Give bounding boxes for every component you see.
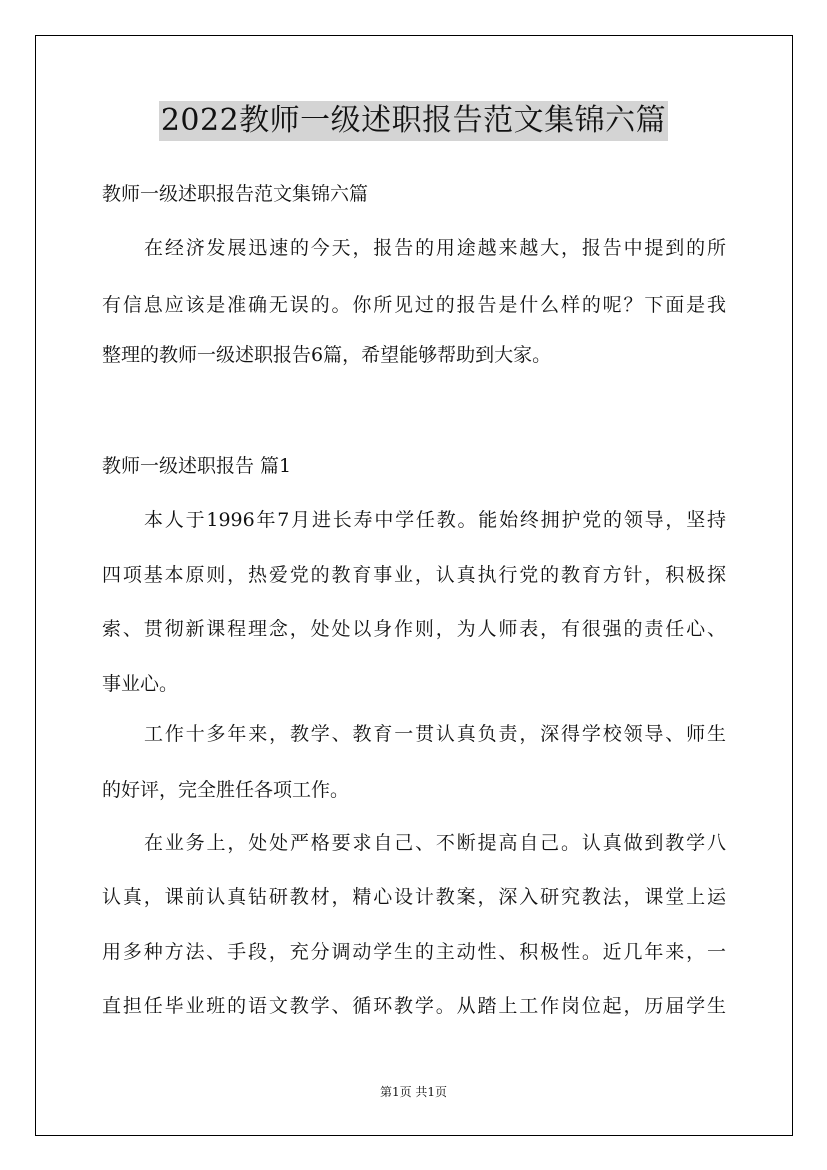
title-container xyxy=(0,101,827,141)
intro-line-2: 有信息应该是准确无误的。你所见过的报告是什么样的呢？下面是我 xyxy=(102,294,726,316)
para2-line-2: 的好评，完全胜任各项工作。 xyxy=(102,779,350,801)
document-subtitle: 教师一级述职报告范文集锦六篇 xyxy=(102,183,369,205)
para3-line-4: 直担任毕业班的语文教学、循环教学。从踏上工作岗位起，历届学生 xyxy=(102,995,726,1017)
para3-line-3: 用多种方法、手段，充分调动学生的主动性、积极性。近几年来，一 xyxy=(102,941,726,963)
para3-line-1: 在业务上，处处严格要求自己、不断提高自己。认真做到教学八 xyxy=(144,832,726,854)
intro-line-3: 整理的教师一级述职报告6篇，希望能够帮助到大家。 xyxy=(102,344,552,366)
intro-line-1: 在经济发展迅速的今天，报告的用途越来越大，报告中提到的所 xyxy=(144,237,726,259)
page-number: 第1页 共1页 xyxy=(379,1085,448,1099)
para1-line-4: 事业心。 xyxy=(102,673,179,695)
para1-line-1: 本人于1996年7月进长寿中学任教。能始终拥护党的领导，坚持 xyxy=(144,509,726,531)
page-footer xyxy=(0,1084,827,1100)
para1-line-2: 四项基本原则，热爱党的教育事业，认真执行党的教育方针，积极探 xyxy=(102,564,726,586)
para1-line-3: 索、贯彻新课程理念，处处以身作则，为人师表，有很强的责任心、 xyxy=(102,618,726,640)
section-heading: 教师一级述职报告 篇1 xyxy=(102,455,292,477)
document-title: 2022教师一级述职报告范文集锦六篇 xyxy=(159,101,668,141)
para3-line-2: 认真，课前认真钻研教材，精心设计教案，深入研究教法，课堂上运 xyxy=(102,886,726,908)
para2-line-1: 工作十多年来，教学、教育一贯认真负责，深得学校领导、师生 xyxy=(144,723,726,745)
